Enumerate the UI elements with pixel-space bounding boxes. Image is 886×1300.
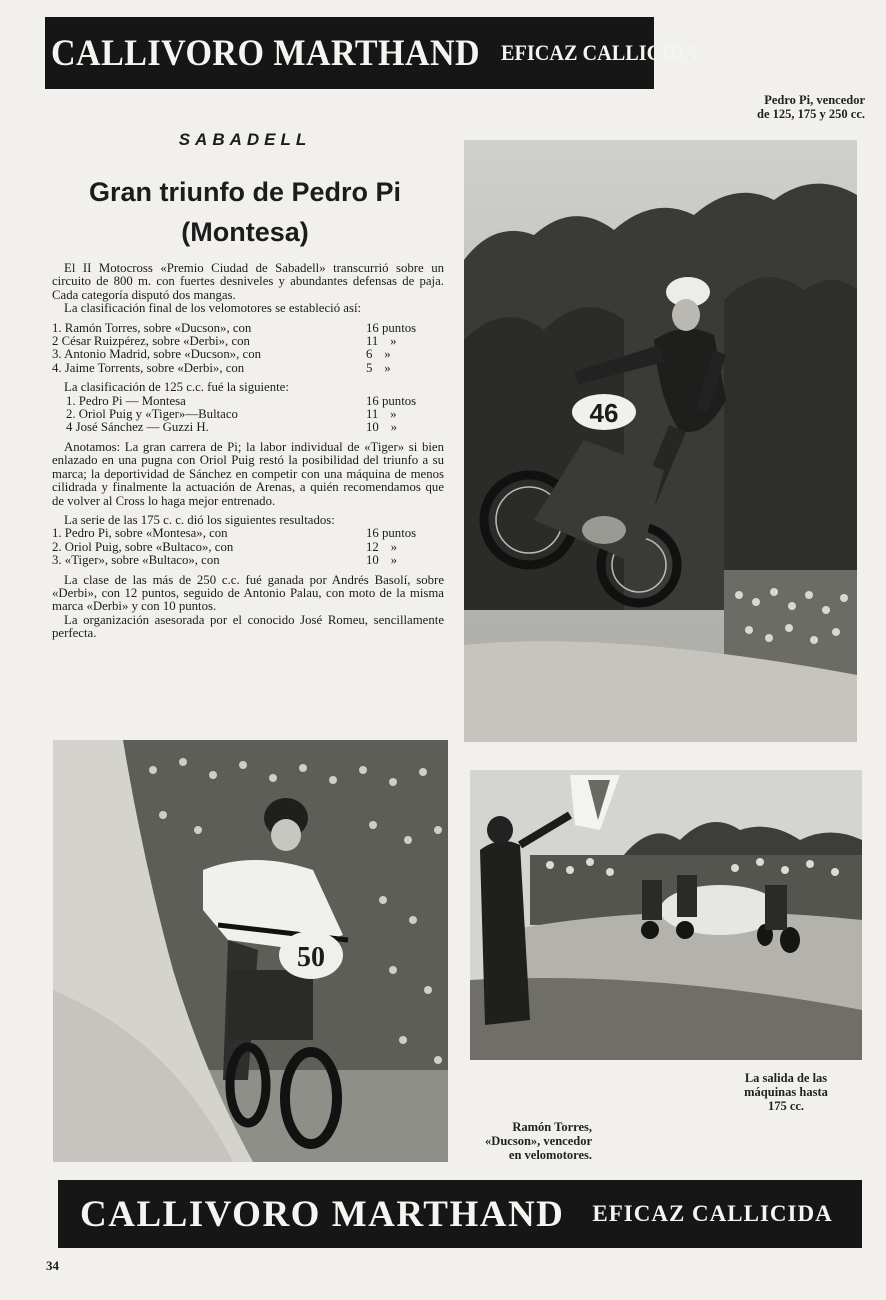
- ad-tagline: EFICAZ CALLICIDA: [592, 1201, 833, 1226]
- caption-line: Pedro Pi, vencedor: [764, 93, 865, 107]
- result-row: 2. Oriol Puig, sobre «Bultaco», con 12 »: [52, 539, 397, 554]
- caption-line: «Ducson», vencedor: [485, 1134, 592, 1148]
- ad-brand: CALLIVORO MARTHAND: [80, 1193, 565, 1235]
- result-row: 4 José Sánchez — Guzzi H. 10 »: [66, 420, 397, 435]
- section-label: SABADELL: [178, 130, 312, 149]
- class250-paragraph: La clase de las más de 250 c.c. fué ganada por Andrés Basolí, sobre «Derbi», con 12 puntos, seguido de Antonio Palau, con moto de la misma marca «Derbi» y con 10 puntos.: [52, 572, 444, 614]
- velomotores-results: [52, 322, 444, 376]
- result-row: 1. Pedro Pi — Montesa 16 puntos: [66, 393, 417, 408]
- page-number: 34: [46, 1258, 59, 1273]
- headline-line: (Montesa): [181, 217, 309, 247]
- jump-photo: [464, 140, 857, 742]
- headline-line: Gran triunfo de Pedro Pi: [88, 177, 402, 207]
- caption-line: de 125, 175 y 250 cc.: [757, 107, 865, 121]
- bottom-ad-banner: [58, 1180, 862, 1248]
- result-row: 1. Ramón Torres, sobre «Ducson», con 16 puntos: [52, 320, 417, 335]
- result-row: 1. Pedro Pi, sobre «Montesa», con 16 puntos: [52, 526, 417, 541]
- caption-line: 175 cc.: [767, 1099, 805, 1113]
- ad-tagline: EFICAZ CALLICIDA: [501, 40, 699, 65]
- organization-paragraph: La organización asesorada por el conocido José Romeu, sencillamente perfecta.: [52, 612, 444, 641]
- result-row: 2. Oriol Puig y «Tiger»—Bultaco 11 »: [66, 407, 397, 422]
- article-body: [52, 262, 444, 641]
- rider-bike-number: 50: [297, 942, 325, 973]
- result-row: 2 César Ruizpérez, sobre «Derbi», con 11 »: [52, 334, 397, 349]
- caption-line: máquinas hasta: [744, 1085, 828, 1099]
- class175-results: [52, 527, 444, 567]
- caption-line: Ramón Torres,: [512, 1120, 592, 1134]
- top-ad-banner: [45, 17, 699, 89]
- velomotores-intro: La clasificación final de los velomotores se estableció así:: [64, 301, 362, 316]
- result-row: 3. Antonio Madrid, sobre «Ducson», con 6 »: [52, 347, 391, 362]
- ad-brand: CALLIVORO MARTHAND: [51, 32, 481, 74]
- jump-photo-caption: [705, 93, 865, 121]
- start-photo: [470, 770, 862, 1060]
- intro-paragraph: El II Motocross «Premio Ciudad de Sabadell» transcurrió sobre un circuito de 800 m. con fuertes desniveles y abundantes defensas de paja. Cada categoría disputó dos mangas.: [52, 261, 444, 302]
- result-row: 3. «Tiger», sobre «Bultaco», con 10 »: [52, 553, 397, 568]
- rider-photo-caption: [430, 1120, 592, 1162]
- class125-results: [52, 395, 444, 435]
- caption-line: La salida de las: [744, 1071, 828, 1085]
- notes-paragraph: Anotamos: La gran carrera de Pi; la labor individual de «Tiger» si bien enlazado en una pugna con Oriol Puig restó la posibilidad del triunfo a su marca; la deportividad de Sánchez en competir con una máquina de menos cilidrada y finalmente la actuación de Arenas, a quién recomendamos que de volver al Cross lo haga mejor entrenado.: [52, 439, 444, 508]
- caption-line: en velomotores.: [508, 1148, 592, 1162]
- jump-bike-number: 46: [589, 398, 619, 428]
- result-row: 4. Jaime Torrents, sobre «Derbi», con 5 »: [52, 360, 391, 375]
- start-photo-caption: [700, 1071, 872, 1113]
- article-headline: [55, 172, 435, 252]
- class175-intro: La serie de las 175 c. c. dió los siguientes resultados:: [64, 512, 335, 527]
- rider-photo: [53, 740, 448, 1162]
- class125-intro: La clasificación de 125 c.c. fué la siguiente:: [64, 380, 289, 395]
